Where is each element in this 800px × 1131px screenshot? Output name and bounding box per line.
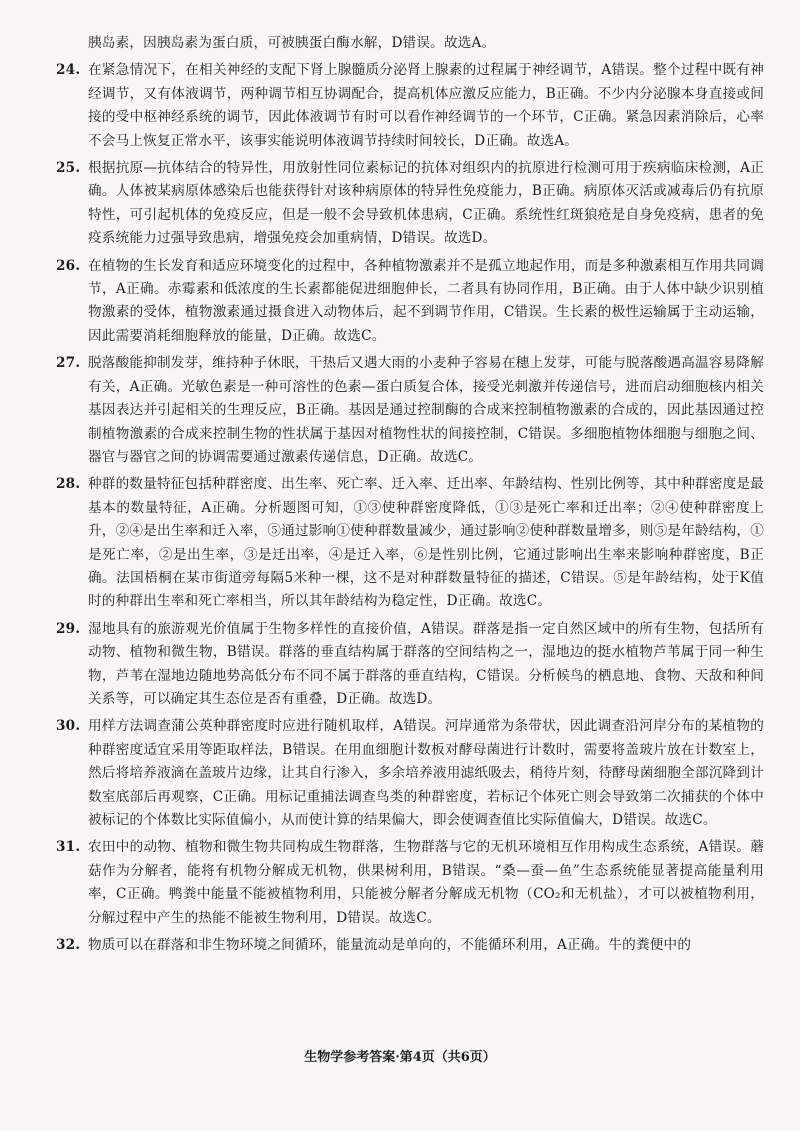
answer-item-30 [56,715,764,832]
answer-content [56,32,764,961]
item-number: 27. [56,355,81,372]
answer-item-29 [56,618,764,712]
answer-item-27 [56,352,764,469]
item-text: 用样方法调查蒲公英种群密度时应进行随机取样，A错误。河岸通常为条带状，因此调查沿河岸分布的某植物的种群密度适宜采用等距取样法，B错误。在用血细胞计数板对酵母菌进行计数时，需要将盖玻片放在计数室上，然后将培养液滴在盖玻片边缘，让其自行渗入，多余培养液用滤纸吸去，稍待片刻，待酵母菌细胞全部沉降到计数室底部后再观察，C正确。用标记重捕法调查鸟类的种群密度，若标记个体死亡则会导致第二次捕获的个体中被标记的个体数比实际值偏小，从而使计算的结果偏大，即会使调查值比实际值偏大，D错误。故选C。 [88,718,764,828]
item-text: 湿地具有的旅游观光价值属于生物多样性的直接价值，A错误。群落是指一定自然区域中的所有生物，包括所有动物、植物和微生物，B错误。群落的垂直结构属于群落的空间结构之一，湿地边的挺水植物芦苇属于同一种生物，芦苇在湿地边随地势高低分布不同不属于群落的垂直结构，C错误。分析候鸟的栖息地、食物、天敌和种间关系等，可以确定其生态位是否有重叠，D正确。故选D。 [88,620,764,707]
item-text: 在植物的生长发育和适应环境变化的过程中，各种植物激素并不是孤立地起作用，而是多种激素相互作用共同调节，A正确。赤霉素和低浓度的生长素都能促进细胞伸长，二者具有协同作用，B正确。由于人体中缺少识别植物激素的受体，植物激素通过摄食进入动物体后，起不到调节作用，C错误。生长素的极性运输属于主动运输，因此需要消耗细胞释放的能量，D正确。故选C。 [88,257,764,344]
item-number: 31. [56,839,81,856]
item-number: 32. [56,937,81,954]
answer-item-25 [56,157,764,251]
item-number: 29. [56,620,81,637]
item-number: 30. [56,718,81,735]
item-text: 农田中的动物、植物和微生物共同构成生物群落，生物群落与它的无机环境相互作用构成生态系统，A错误。蘑菇作为分解者，能将有机物分解成无机物，供果树利用，B错误。“桑—蚕—鱼”生态系统能显著提高能量利用率，C正确。鸭粪中能量不能被植物利用，只能被分解者分解成无机物（CO₂和无机盐），才可以被植物利用，分解过程中产生的热能不能被生物利用，D错误。故选C。 [88,839,764,926]
item-text: 脱落酸能抑制发芽，维持种子休眠，干热后又遇大雨的小麦种子容易在穗上发芽，可能与脱落酸遇高温容易降解有关，A正确。光敏色素是一种可溶性的色素—蛋白质复合体，接受光刺激并传递信号，进而启动细胞核内相关基因表达并引起相关的生理反应，B正确。基因是通过控制酶的合成来控制植物激素的合成的，因此基因通过控制植物激素的合成来控制生物的性状属于基因对植物性状的间接控制，C错误。多细胞植物体细胞与细胞之间、器官与器官之间的协调需要通过激素传递信息，D正确。故选C。 [88,355,764,465]
item-text: 物质可以在群落和非生物环境之间循环，能量流动是单向的，不能循环利用，A正确。牛的粪便中的 [88,937,692,954]
answer-item-32 [56,934,764,957]
answer-item-26 [56,255,764,349]
item-number: 26. [56,257,81,274]
item-number: 24. [56,62,81,79]
answer-item-28 [56,473,764,613]
answer-item-31 [56,836,764,930]
item-text: 在紧急情况下，在相关神经的支配下肾上腺髓质分泌肾上腺素的过程属于神经调节，A错误。整个过程中既有神经调节，又有体液调节，两种调节相互协调配合，提高机体应激反应能力，B正确。不少内分泌腺本身直接或间接的受中枢神经系统的调节，因此体液调节有时可以看作神经调节的一个环节，C正确。紧急因素消除后，心率不会马上恢复正常水平，该事实能说明体液调节持续时间较长，D正确。故选A。 [88,62,764,149]
continued-text [56,32,764,55]
item-text: 胰岛素，因胰岛素为蛋白质，可被胰蛋白酶水解，D错误。故选A。 [88,35,496,51]
item-number: 28. [56,476,81,493]
answer-item-24 [56,59,764,153]
page-footer: 生物学参考答案·第4页（共6页） [304,1050,496,1065]
item-number: 25. [56,160,81,177]
item-text: 种群的数量特征包括种群密度、出生率、死亡率、迁入率、迁出率、年龄结构、性别比例等，其中种群密度是最基本的数量特征，A正确。分析题图可知，①③使种群密度降低，①③是死亡率和迁出率；②④使种群密度上升，②④是出生率和迁入率，⑤通过影响①使种群数量减少，通过影响②使种群数量增多，则⑤是年龄结构，①是死亡率，②是出生率，③是迁出率，④是迁入率，⑥是性别比例，它通过影响出生率来影响种群密度，B正确。法国梧桐在某市街道旁每隔5米种一棵，这不是对种群数量特征的描述，C错误。⑤是年龄结构，处于K值时的种群出生率和死亡率相当，所以其年龄结构为稳定性，D正确。故选C。 [88,476,764,610]
item-text: 根据抗原—抗体结合的特异性，用放射性同位素标记的抗体对组织内的抗原进行检测可用于疾病临床检测，A正确。人体被某病原体感染后也能获得针对该种病原体的特异性免疫能力，B正确。病原体灭活或减毒后仍有抗原特性，可引起机体的免疫反应，但是一般不会导致机体患病，C正确。系统性红斑狼疮是自身免疫病，患者的免疫系统能力过强导致患病，增强免疫会加重病情，D错误。故选D。 [88,160,764,247]
